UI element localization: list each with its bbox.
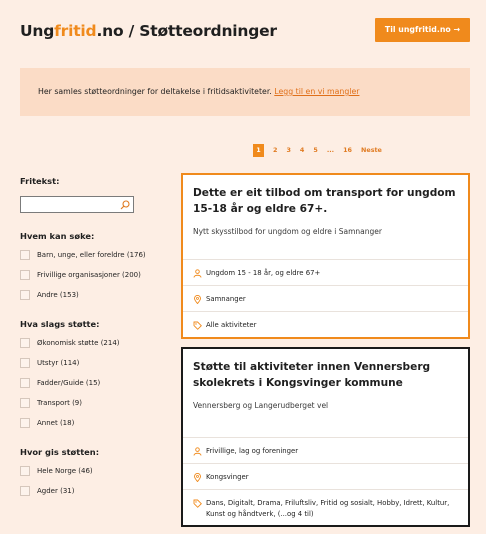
filter-option[interactable] bbox=[20, 289, 166, 301]
info-banner bbox=[20, 68, 470, 116]
filter-option-label: Annet (18) bbox=[37, 419, 75, 427]
checkbox[interactable] bbox=[20, 250, 30, 260]
header bbox=[20, 18, 470, 48]
page-3[interactable]: 3 bbox=[286, 146, 291, 154]
card-audience-text: Ungdom 15 - 18 år, og eldre 67+ bbox=[206, 269, 321, 277]
checkbox[interactable] bbox=[20, 358, 30, 368]
logo-tld: .no bbox=[96, 22, 124, 40]
card-audience bbox=[183, 438, 468, 464]
filter-option[interactable] bbox=[20, 337, 166, 349]
card-audience bbox=[183, 260, 468, 286]
card-activities-text: Dans, Digitalt, Drama, Friluftsliv, Fritid og sosialt, Hobby, Idrett, Kultur, Kunst og håndtverk, (...og 4 til) bbox=[206, 499, 450, 518]
logo-main: Ung bbox=[20, 22, 55, 40]
support-card[interactable] bbox=[181, 173, 470, 339]
card-title[interactable]: Dette er eit tilbod om transport for ungdom 15-18 år og eldre 67+. bbox=[193, 187, 456, 215]
person-icon bbox=[193, 447, 202, 456]
filter-group-label: Hva slags støtte: bbox=[20, 319, 100, 329]
card-meta bbox=[183, 259, 468, 338]
card-title[interactable]: Støtte til aktiviteter innen Vennersberg skolekrets i Kongsvinger kommune bbox=[193, 361, 431, 389]
card-activities bbox=[183, 312, 468, 338]
page-1[interactable]: 1 bbox=[253, 144, 264, 157]
page-title: Støtteordninger bbox=[139, 22, 277, 40]
card-location-text: Kongsvinger bbox=[206, 473, 249, 481]
filter-group-label: Hvor gis støtten: bbox=[20, 447, 100, 457]
filter-option[interactable] bbox=[20, 377, 166, 389]
filter-option[interactable] bbox=[20, 249, 166, 261]
banner-text: Her samles støtteordninger for deltakelse i fritidsaktiviteter. bbox=[38, 87, 275, 96]
filter-option-label: Fadder/Guide (15) bbox=[37, 379, 101, 387]
location-pin-icon bbox=[193, 295, 202, 304]
checkbox[interactable] bbox=[20, 398, 30, 408]
filter-option-label: Hele Norge (46) bbox=[37, 467, 93, 475]
page-2[interactable]: 2 bbox=[273, 146, 278, 154]
site-logo[interactable] bbox=[20, 22, 277, 40]
checkbox[interactable] bbox=[20, 486, 30, 496]
card-audience-text: Frivillige, lag og foreninger bbox=[206, 447, 299, 455]
pagination bbox=[253, 143, 391, 157]
filter-option-label: Transport (9) bbox=[37, 399, 82, 407]
filter-option-label: Andre (153) bbox=[37, 291, 79, 299]
card-location bbox=[183, 286, 468, 312]
filter-group-label: Hvem kan søke: bbox=[20, 231, 95, 241]
checkbox[interactable] bbox=[20, 418, 30, 428]
card-location-text: Samnanger bbox=[206, 295, 246, 303]
filter-sidebar bbox=[20, 176, 166, 497]
card-activities-text: Alle aktiviteter bbox=[206, 321, 257, 329]
filter-option[interactable] bbox=[20, 357, 166, 369]
filter-option-label: Utstyr (114) bbox=[37, 359, 80, 367]
page-16[interactable]: 16 bbox=[343, 146, 353, 154]
person-icon bbox=[193, 269, 202, 278]
filter-option-label: Økonomisk støtte (214) bbox=[37, 339, 120, 347]
filter-option-label: Frivillige organisasjoner (200) bbox=[37, 271, 141, 279]
filter-option[interactable] bbox=[20, 485, 166, 497]
logo-separator: / bbox=[123, 22, 140, 40]
search-label: Fritekst: bbox=[20, 176, 60, 186]
tag-icon bbox=[193, 321, 202, 330]
filter-option-label: Agder (31) bbox=[37, 487, 75, 495]
card-subtitle: Vennersberg og Langerudberget vel bbox=[193, 401, 329, 410]
filter-option[interactable] bbox=[20, 397, 166, 409]
filter-group-type bbox=[20, 319, 166, 429]
card-meta bbox=[183, 437, 468, 526]
support-card[interactable] bbox=[181, 347, 470, 527]
checkbox[interactable] bbox=[20, 338, 30, 348]
next-page-link[interactable]: Neste bbox=[361, 146, 382, 154]
checkbox[interactable] bbox=[20, 466, 30, 476]
card-location bbox=[183, 464, 468, 490]
search-icon[interactable] bbox=[120, 200, 130, 210]
logo-accent: fritid bbox=[54, 22, 97, 40]
checkbox[interactable] bbox=[20, 378, 30, 388]
filter-option-label: Barn, unge, eller foreldre (176) bbox=[37, 251, 146, 259]
tag-icon bbox=[193, 499, 202, 508]
filter-option[interactable] bbox=[20, 417, 166, 429]
checkbox[interactable] bbox=[20, 270, 30, 280]
search-input[interactable] bbox=[20, 196, 134, 213]
card-subtitle: Nytt skysstilbod for ungdom og eldre i Samnanger bbox=[193, 227, 382, 236]
filter-group-where bbox=[20, 447, 166, 497]
checkbox[interactable] bbox=[20, 290, 30, 300]
page-4[interactable]: 4 bbox=[299, 146, 305, 154]
filter-group-who bbox=[20, 231, 166, 301]
to-ungfritid-button[interactable]: Til ungfritid.no → bbox=[375, 18, 470, 42]
location-pin-icon bbox=[193, 473, 202, 482]
add-missing-link[interactable]: Legg til en vi mangler bbox=[274, 87, 360, 96]
filter-option[interactable] bbox=[20, 269, 166, 281]
filter-option[interactable] bbox=[20, 465, 166, 477]
page-5[interactable]: 5 bbox=[313, 146, 318, 154]
card-activities bbox=[183, 490, 468, 526]
page-ellipsis: ... bbox=[326, 146, 335, 154]
